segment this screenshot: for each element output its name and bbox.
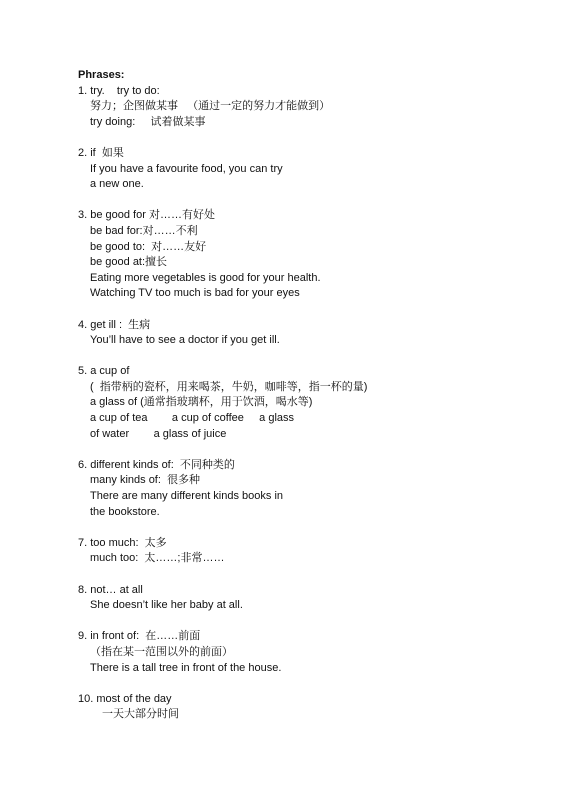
phrase-entry-line: You’ll have to see a doctor if you get ill.: [90, 334, 280, 347]
phrase-entry-line: the bookstore.: [90, 505, 160, 518]
phrase-entry-line: of water a glass of juice: [90, 427, 227, 440]
phrase-entry-title: 6. different kinds of: 不同种类的: [78, 458, 235, 471]
phrase-entry-line: be bad for:对……不利: [90, 224, 198, 237]
phrase-entry-line: much too: 太……;非常……: [90, 552, 225, 565]
blank-line: [78, 520, 367, 536]
phrase-entry-title: 1. try. try to do:: [78, 84, 160, 97]
phrase-entry-line: be good to: 对……友好: [90, 240, 207, 253]
phrase-entry-line: ( 指带柄的瓷杯，用来喝茶，牛奶，咖啡等，指一杯的量): [90, 380, 368, 393]
phrase-entry-line: Watching TV too much is bad for your eyes: [90, 287, 300, 300]
phrase-entry-line: a glass of (通常指玻璃杯，用于饮酒，喝水等): [90, 396, 313, 409]
phrase-entry-line: 一天大部分时间: [102, 708, 179, 721]
phrase-entry-line: try doing: 试着做某事: [90, 115, 206, 128]
phrase-entry-line: There is a tall tree in front of the house.: [90, 661, 282, 674]
phrases-body: [78, 84, 367, 723]
phrase-entry-title: 5. a cup of: [78, 365, 130, 378]
blank-line: [78, 130, 367, 146]
phrase-entry-title: 7. too much: 太多: [78, 536, 167, 549]
phrase-entry-line: There are many different kinds books in: [90, 490, 284, 503]
phrase-entry-line: a new one.: [90, 178, 144, 191]
phrase-entry-line: （指在某一范围以外的前面）: [90, 645, 233, 658]
phrase-entry-title: 8. not… at all: [78, 583, 143, 596]
phrase-entry-line: 努力；企图做某事 （通过一定的努力才能做到）: [90, 100, 331, 113]
blank-line: [78, 567, 367, 583]
phrase-entry-line: Eating more vegetables is good for your health.: [90, 271, 321, 284]
phrase-entry-line: a cup of tea a cup of coffee a glass: [90, 412, 295, 425]
phrase-entry-title: 4. get ill : 生病: [78, 318, 151, 331]
phrase-entry-title: 9. in front of: 在……前面: [78, 630, 201, 643]
phrase-entry-title: 3. be good for 对……有好处: [78, 209, 215, 222]
phrase-entry-title: 2. if 如果: [78, 146, 124, 159]
phrase-entry-line: many kinds of: 很多种: [90, 474, 201, 487]
blank-line: [78, 193, 367, 209]
blank-line: [78, 614, 367, 630]
phrase-entry-line: She doesn’t like her baby at all.: [90, 599, 243, 612]
blank-line: [78, 676, 367, 692]
phrase-entry-title: 10. most of the day: [78, 692, 172, 705]
phrase-entry-line: If you have a favourite food, you can try: [90, 162, 283, 175]
blank-line: [78, 349, 367, 365]
blank-line: [78, 302, 367, 318]
phrases-heading: Phrases:: [78, 69, 125, 81]
phrase-entry-line: be good at:擅长: [90, 256, 168, 269]
blank-line: [78, 442, 367, 458]
